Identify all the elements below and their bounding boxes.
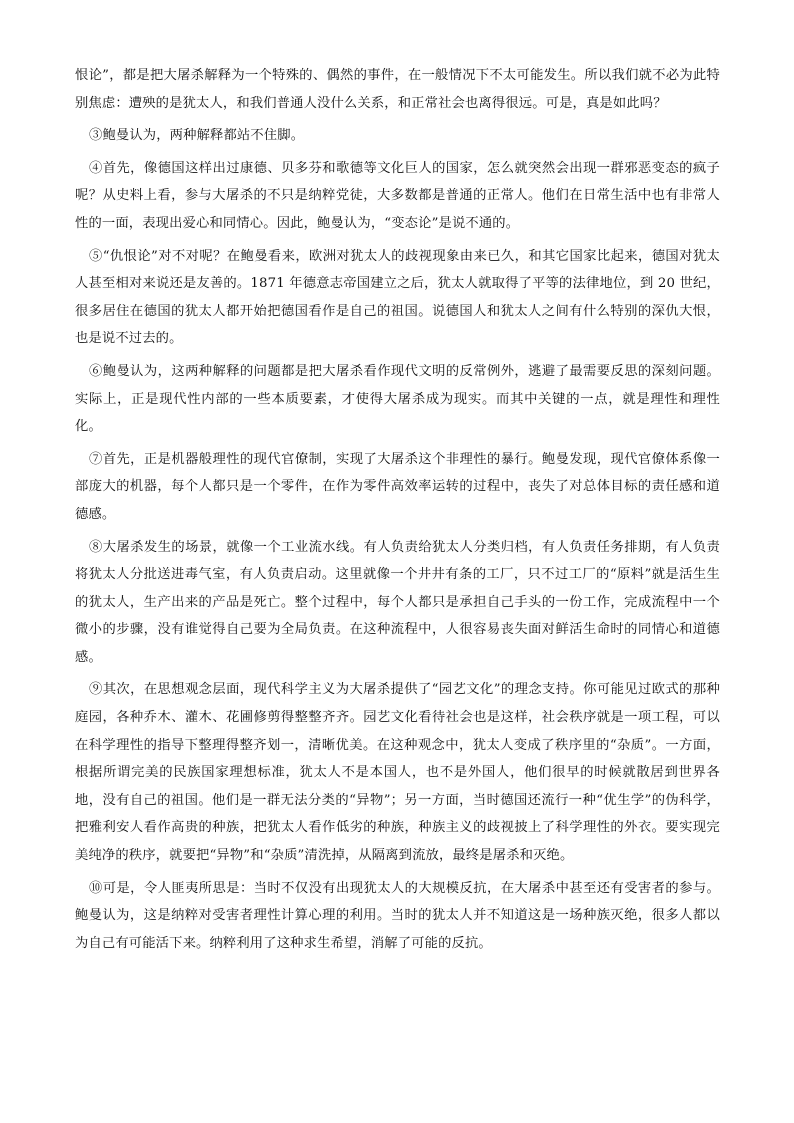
paragraph-continuation: 恨论”，都是把大屠杀解释为一个特殊的、偶然的事件，在一般情况下不太可能发生。所以我们就不必为此特别焦虑：遭殃的是犹太人，和我们普通人没什么关系，和正常社会也离得很远。可是，真是如此吗？ (75, 68, 720, 111)
paragraph-10: ⑩可是，令人匪夷所思是：当时不仅没有出现犹太人的大规模反抗，在大屠杀中甚至还有受害者的参与。鲍曼认为，这是纳粹对受害者理性计算心理的利用。当时的犹太人并不知道这是一场种族灭绝，很多人都以为自己有可能活下来。纳粹利用了这种求生希望，消解了可能的反抗。 (75, 880, 720, 951)
paragraph-9: ⑨其次，在思想观念层面，现代科学主义为大屠杀提供了“园艺文化”的理念支持。你可能见过欧式的那种庭园，各种乔木、灌木、花圃修剪得整整齐齐。园艺文化看待社会也是这样，社会秩序就是一项工程，可以在科学理性的指导下整理得整齐划一，清晰优美。在这种观念中，犹太人变成了秩序里的“杂质”。一方面，根据所谓完美的民族国家理想标准，犹太人不是本国人，也不是外国人，他们很早的时候就散居到世界各地，没有自己的祖国。他们是一群无法分类的“异物”；另一方面，当时德国还流行一种“优生学”的伪科学，把雅利安人看作高贵的种族，把犹太人看作低劣的种族，种族主义的歧视披上了科学理性的外衣。要实现完美纯净的秩序，就要把“异物”和“杂质”清洗掉，从隔离到流放，最终是屠杀和灭绝。 (75, 682, 720, 864)
document-page (75, 62, 720, 962)
paragraph-6: ⑥鲍曼认为，这两种解释的问题都是把大屠杀看作现代文明的反常例外，逃避了最需要反思的深刻问题。实际上，正是现代性内部的一些本质要素，才使得大屠杀成为现实。而其中关键的一点，就是理性和理性化。 (75, 363, 720, 435)
paragraph-3: ③鲍曼认为，两种解释都站不住脚。 (89, 128, 305, 144)
paragraph-8: ⑧大屠杀发生的场景，就像一个工业流水线。有人负责给犹太人分类归档，有人负责任务排期，有人负责将犹太人分批送进毒气室，有人负责启动。这里就像一个井井有条的工厂，只不过工厂的“原料”就是活生生的犹太人，生产出来的产品是死亡。整个过程中，每个人都只是承担自己手头的一份工作，完成流程中一个微小的步骤，没有谁觉得自己要为全局负责。在这种流程中，人很容易丧失面对鲜活生命时的同情心和道德感。 (75, 539, 720, 665)
paragraph-7: ⑦首先，正是机器般理性的现代官僚制，实现了大屠杀这个非理性的暴行。鲍曼发现，现代官僚体系像一部庞大的机器，每个人都只是一个零件，在作为零件高效率运转的过程中，丧失了对总体目标的责任感和道德感。 (75, 451, 720, 522)
paragraph-4: ④首先，像德国这样出过康德、贝多芬和歌德等文化巨人的国家，怎么就突然会出现一群邪恶变态的疯子呢？从史料上看，参与大屠杀的不只是纳粹党徒，大多数都是普通的正常人。他们在日常生活中也有非常人性的一面，表现出爱心和同情心。因此，鲍曼认为，“变态论”是说不通的。 (75, 160, 720, 231)
paragraph-5: ⑤“仇恨论”对不对呢？在鲍曼看来，欧洲对犹太人的歧视现象由来已久，和其它国家比起来，德国对犹太人甚至相对来说还是友善的。1871 年德意志帝国建立之后，犹太人就取得了平等的法律地位，到 20 世纪，很多居住在德国的犹太人都开始把德国看作是自己的祖国。说德国人和犹太人之间有什么特别的深仇大恨，也是说不过去的。 (75, 248, 720, 347)
